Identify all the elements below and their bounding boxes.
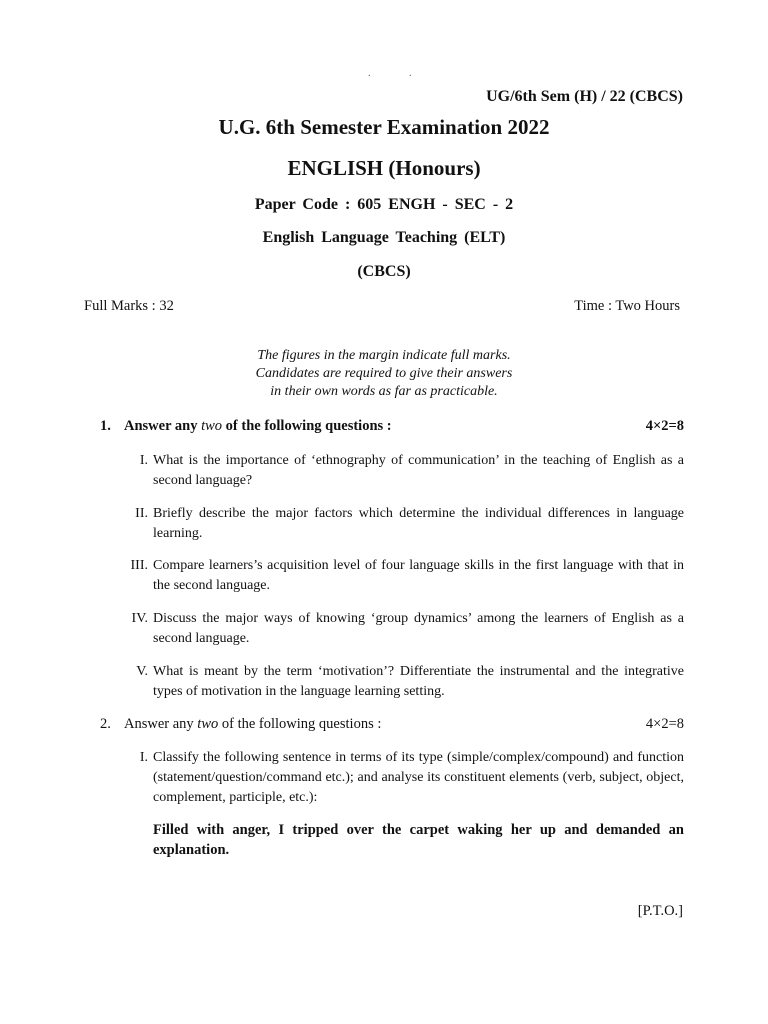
scheme-label: (CBCS) <box>357 263 411 280</box>
question-item <box>118 662 684 702</box>
instruction-line: Candidates are required to give their answers <box>255 366 513 381</box>
question-number: 1. <box>100 418 111 434</box>
question-2-text: 2. Answer any two of the following questions : <box>100 716 382 732</box>
analysis-sentence: Filled with anger, I tripped over the carpet waking her up and demanded an explanation. <box>153 822 684 858</box>
emphasis: two <box>197 716 219 732</box>
question-item <box>118 609 684 649</box>
instructions <box>0 347 768 401</box>
subject-title: ENGLISH (Honours) <box>287 156 481 180</box>
question-item <box>118 748 684 808</box>
item-text: Classify the following sentence in terms of its type (simple/complex/compound) and function (statement/question/command etc.); and analyse its constituent elements (verb, subject, object, complement, participle, etc.): <box>153 750 684 805</box>
question-1-heading <box>100 418 684 435</box>
item-number: I. <box>139 453 148 468</box>
question-item <box>118 451 684 491</box>
item-number: V. <box>136 664 148 679</box>
item-text: Compare learners’s acquisition level of four language skills in the first language with that in the second language. <box>153 558 684 593</box>
instruction-line: in their own words as far as practicable. <box>270 384 498 399</box>
course-title: English Language Teaching (ELT) <box>262 229 506 246</box>
item-number: III. <box>130 558 148 573</box>
item-text: What is the importance of ‘ethnography of communication’ in the teaching of English as a second language? <box>153 453 684 488</box>
page-turn-over: [P.T.O.] <box>637 903 683 919</box>
exam-title: U.G. 6th Semester Examination 2022 <box>218 115 550 139</box>
time-allowed: Time : Two Hours <box>574 298 680 314</box>
item-number: I. <box>139 750 148 765</box>
emphasis: two <box>201 418 223 434</box>
question-marks: 4×2=8 <box>645 418 684 434</box>
question-1-text: 1. Answer any two of the following questions : <box>100 418 392 434</box>
full-marks: Full Marks : 32 <box>84 298 174 314</box>
question-marks: 4×2=8 <box>645 716 684 732</box>
instruction-line: The figures in the margin indicate full marks. <box>257 348 511 363</box>
question-item <box>118 556 684 596</box>
exam-code: UG/6th Sem (H) / 22 (CBCS) <box>486 88 683 105</box>
scan-dots: . . <box>368 68 430 79</box>
item-number: IV. <box>131 611 148 626</box>
item-text: Discuss the major ways of knowing ‘group dynamics’ among the learners of English as a second language. <box>153 611 684 646</box>
item-text: Briefly describe the major factors which determine the individual differences in language learning. <box>153 506 684 541</box>
question-item <box>118 504 684 544</box>
item-number: II. <box>135 506 148 521</box>
question-number: 2. <box>100 716 111 732</box>
paper-code: Paper Code : 605 ENGH - SEC - 2 <box>254 196 514 213</box>
question-2-heading <box>100 716 684 733</box>
item-text: What is meant by the term ‘motivation’? Differentiate the instrumental and the integrative types of motivation in the language learning setting. <box>153 664 684 699</box>
